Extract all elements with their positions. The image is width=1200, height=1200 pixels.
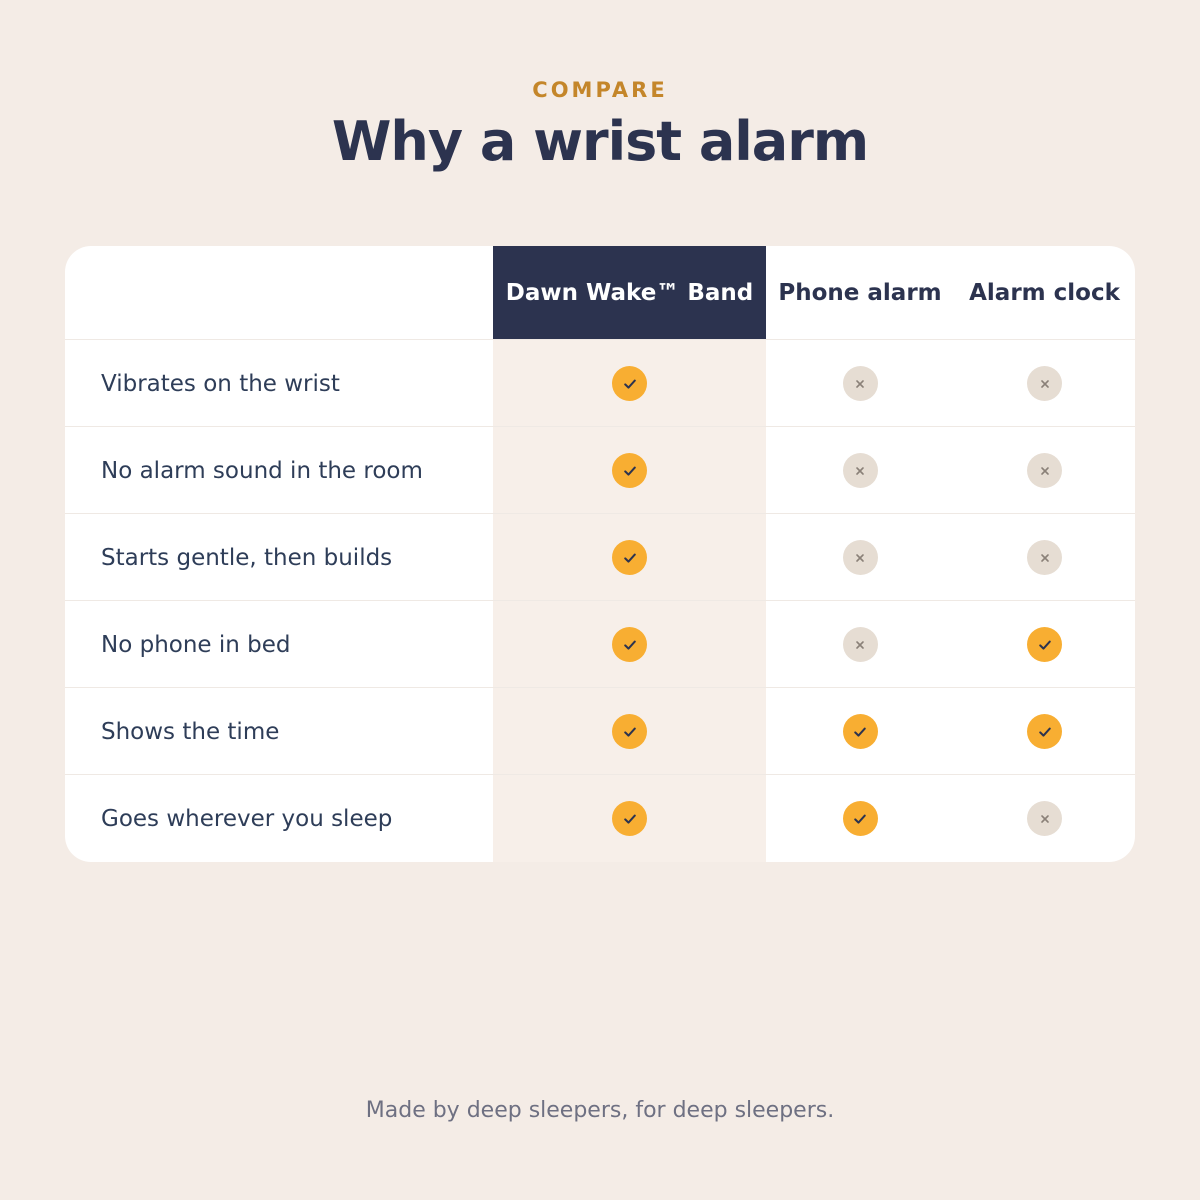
table-cell [766, 688, 954, 775]
table-cell [766, 427, 954, 514]
table-cell [766, 775, 954, 862]
table-cell [766, 514, 954, 601]
check-icon [843, 801, 878, 836]
check-icon [612, 453, 647, 488]
check-icon [612, 801, 647, 836]
page-title: Why a wrist alarm [331, 110, 869, 173]
cross-icon [843, 366, 878, 401]
cross-icon [843, 627, 878, 662]
table-cell [493, 775, 766, 862]
table-row [65, 426, 1135, 513]
table-row [65, 513, 1135, 600]
row-label: No phone in bed [101, 631, 291, 658]
table-cell [493, 514, 766, 601]
cross-icon [1027, 801, 1062, 836]
eyebrow-label: COMPARE [532, 78, 668, 102]
table-cell [954, 775, 1135, 862]
table-cell [954, 514, 1135, 601]
column-header-dawn-wake-band: Dawn Wake™ Band [493, 246, 766, 339]
row-label: No alarm sound in the room [101, 457, 423, 484]
cross-icon [1027, 453, 1062, 488]
table-header [65, 246, 1135, 339]
table-cell [954, 688, 1135, 775]
check-icon [612, 540, 647, 575]
table-cell [766, 340, 954, 427]
table-body [65, 339, 1135, 861]
table-cell [954, 601, 1135, 688]
column-header-phone-alarm: Phone alarm [778, 279, 942, 306]
table-row [65, 339, 1135, 426]
column-header-alarm-clock: Alarm clock [969, 279, 1120, 306]
check-icon [843, 714, 878, 749]
footer-tagline: Made by deep sleepers, for deep sleepers. [365, 1098, 835, 1123]
check-icon [612, 366, 647, 401]
cross-icon [1027, 540, 1062, 575]
cross-icon [843, 453, 878, 488]
cross-icon [843, 540, 878, 575]
table-cell [493, 601, 766, 688]
check-icon [1027, 627, 1062, 662]
table-cell [766, 601, 954, 688]
row-label: Goes wherever you sleep [101, 805, 393, 832]
table-cell [954, 427, 1135, 514]
check-icon [612, 714, 647, 749]
comparison-table [65, 246, 1135, 862]
table-cell [954, 340, 1135, 427]
table-cell [493, 340, 766, 427]
table-cell [493, 427, 766, 514]
table-cell [493, 688, 766, 775]
check-icon [1027, 714, 1062, 749]
row-label: Vibrates on the wrist [101, 370, 340, 397]
table-row [65, 774, 1135, 861]
row-label: Starts gentle, then builds [101, 544, 393, 571]
cross-icon [1027, 366, 1062, 401]
table-row [65, 600, 1135, 687]
table-row [65, 687, 1135, 774]
row-label: Shows the time [101, 718, 280, 745]
check-icon [612, 627, 647, 662]
